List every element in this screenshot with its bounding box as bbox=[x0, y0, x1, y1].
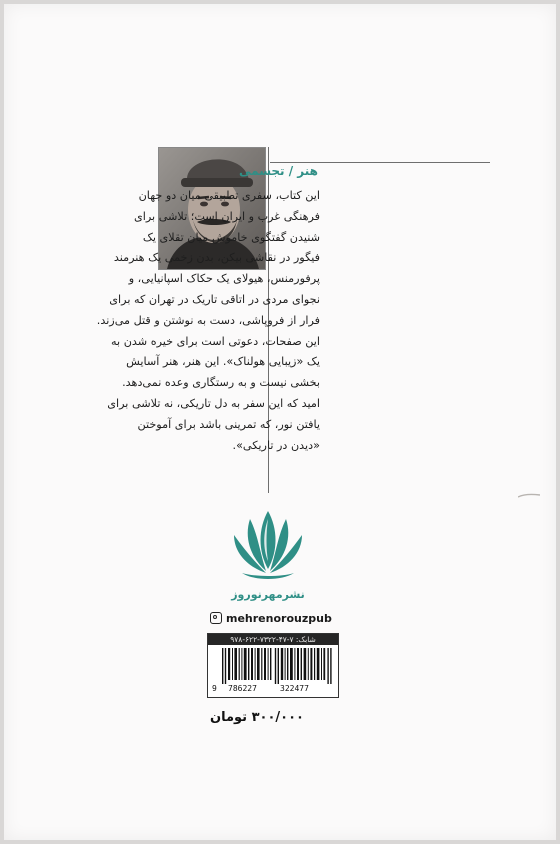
description-line: نجوای مردی در اتاقی تاریک در تهران که برای bbox=[109, 292, 320, 306]
description-line: پرفورمنس، هیولای یک حکاک اسپانیایی، و bbox=[128, 272, 320, 286]
description-line: شنیدن گفتگوی خاموش میان تقلای یک bbox=[142, 230, 320, 244]
description-line: فرهنگی غرب و ایران است؛ تلاشی برای bbox=[134, 209, 320, 223]
publisher-name: نشرمهرنوروز bbox=[231, 588, 305, 601]
barcode-right-digits: 322477 bbox=[280, 684, 309, 693]
barcode-first-digit: 9 bbox=[212, 684, 217, 693]
instagram-icon bbox=[210, 612, 222, 624]
instagram-handle: mehrenorouzpub bbox=[226, 611, 332, 625]
description-line: این صفحات، دعوتی است برای خیره شدن به bbox=[111, 334, 320, 348]
description-line: فرار از فروپاشی، دست به نوشتن و قتل می‌زند. bbox=[96, 313, 320, 327]
description-line: یافتن نور، که تمرینی باشد برای آموختن bbox=[137, 417, 320, 431]
barcode-icon bbox=[222, 648, 332, 684]
horizontal-rule bbox=[270, 162, 490, 163]
back-cover bbox=[4, 4, 556, 840]
description-line: یک «زیبایی هولناک». این هنر، هنر آسایش bbox=[126, 355, 320, 369]
description-line: این کتاب، سفری تطبیقی میان دو جهان bbox=[138, 189, 320, 202]
category-label: هنر / تجسمی bbox=[239, 164, 318, 178]
price: ۳۰۰/۰۰۰ تومان bbox=[210, 710, 304, 725]
description-line: امید که این سفر به دل تاریکی، نه تلاشی برای bbox=[107, 396, 320, 410]
book-description bbox=[96, 186, 320, 456]
barcode-box bbox=[207, 633, 339, 698]
description-line: بخشی نیست و به رستگاری وعده نمی‌دهد. bbox=[122, 376, 320, 390]
description-line: «دیدن در تاریکی». bbox=[232, 438, 320, 452]
description-line: فیگور در نقاشی بیکن، بدن زخمی یک هنرمند bbox=[113, 251, 320, 265]
barcode-left-digits: 786227 bbox=[228, 684, 257, 693]
scuff-mark bbox=[518, 493, 540, 498]
instagram-row bbox=[210, 610, 332, 626]
isbn-label: شابک: ۷-۴۷-۷۳۲۲-۶۲۲-۹۷۸ bbox=[208, 634, 338, 645]
lotus-logo-icon bbox=[230, 507, 306, 585]
